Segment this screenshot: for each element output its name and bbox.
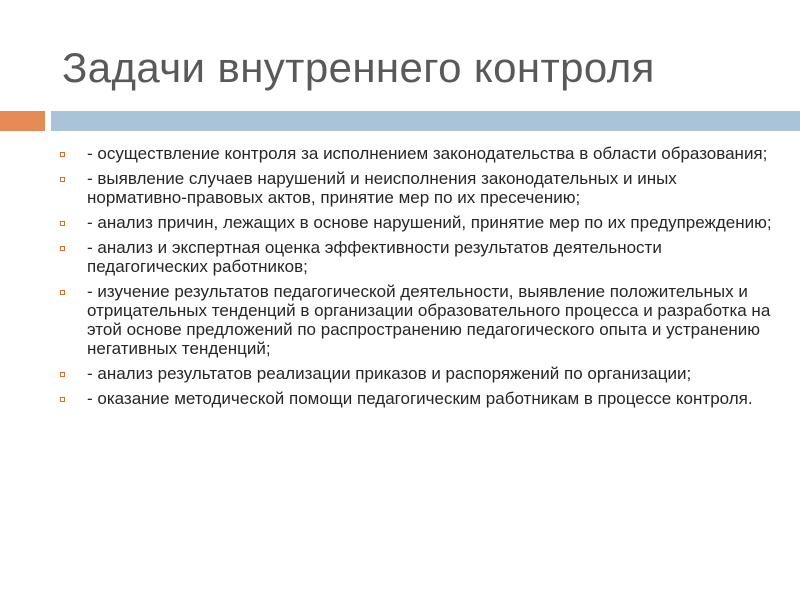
hollow-square-bullet-icon — [60, 290, 65, 295]
title-divider-bar — [51, 111, 800, 131]
hollow-square-bullet-icon — [60, 221, 65, 226]
bullet-item — [60, 213, 775, 232]
bullet-item — [60, 389, 775, 408]
bullet-list — [60, 144, 775, 414]
hollow-square-bullet-icon — [60, 177, 65, 182]
bullet-text: - анализ причин, лежащих в основе нарушений, принятие мер по их предупреждению; — [87, 213, 772, 232]
title-divider-accent — [0, 111, 45, 131]
bullet-text: - оказание методической помощи педагогическим работникам в процессе контроля. — [87, 389, 753, 408]
hollow-square-bullet-icon — [60, 246, 65, 251]
bullet-text: - изучение результатов педагогической деятельности, выявление положительных и отрицательных тенденций в организации образовательного процесса и разработка на этой основе предложений по распространению педагогического опыта и устранению негативных тенденций; — [87, 282, 771, 358]
bullet-item — [60, 238, 775, 276]
bullet-item — [60, 282, 775, 358]
bullet-item — [60, 364, 775, 383]
bullet-text: - анализ результатов реализации приказов и распоряжений по организации; — [87, 364, 692, 383]
bullet-item — [60, 144, 775, 163]
hollow-square-bullet-icon — [60, 372, 65, 377]
bullet-item — [60, 169, 775, 207]
bullet-text: - анализ и экспертная оценка эффективности результатов деятельности педагогических работников; — [87, 238, 662, 276]
slide-title: Задачи внутреннего контроля — [62, 44, 655, 91]
hollow-square-bullet-icon — [60, 397, 65, 402]
bullet-text: - осуществление контроля за исполнением законодательства в области образования; — [87, 144, 768, 163]
hollow-square-bullet-icon — [60, 152, 65, 157]
bullet-text: - выявление случаев нарушений и неисполнения законодательных и иных нормативно-правовых актов, принятие мер по их пресечению; — [87, 169, 677, 207]
